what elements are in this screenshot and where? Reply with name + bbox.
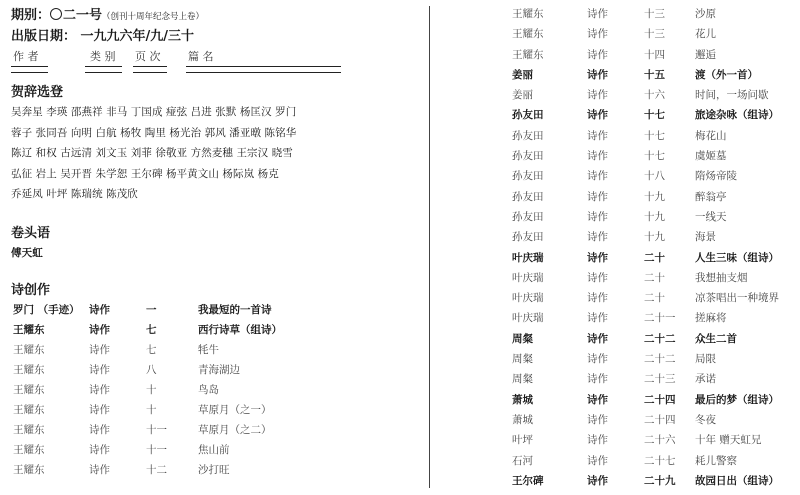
toc-category: 诗作	[587, 353, 608, 366]
toc-row	[500, 308, 796, 328]
greetings-names	[11, 102, 416, 205]
toc-category: 诗作	[587, 332, 608, 345]
column-headers	[11, 48, 416, 62]
toc-title: 青海湖边	[198, 363, 240, 376]
toc-page: 十四	[644, 48, 665, 61]
toc-title: 邂逅	[695, 48, 716, 61]
header-rules	[11, 62, 416, 74]
toc-author: 王耀东	[13, 363, 45, 376]
toc-title: 承诺	[695, 373, 716, 386]
toc-author: 王耀东	[512, 8, 544, 20]
greetings-line: 吴奔星 李瑛 邵燕祥 非马 丁国成 痖弦 吕进 张默 杨匡汉 罗门	[11, 106, 297, 118]
toc-page: 二十七	[644, 454, 676, 467]
toc-page: 十	[146, 383, 157, 396]
toc-title: 搓麻将	[695, 312, 727, 325]
toc-row	[11, 440, 416, 460]
toc-page: 二十二	[644, 332, 676, 345]
col-page: 页 次	[135, 50, 161, 63]
toc-page: 十二	[146, 464, 167, 477]
toc-author: 王耀东	[13, 383, 45, 396]
toc-author: 叶庆瑞	[512, 312, 544, 325]
toc-row	[11, 460, 416, 480]
toc-author: 罗门 （手迹）	[13, 303, 80, 316]
section-preface-title: 卷头语	[11, 225, 51, 241]
toc-author: 王耀东	[512, 48, 544, 61]
toc-page: 二十一	[644, 312, 676, 325]
toc-author: 孙友田	[512, 150, 544, 163]
toc-category: 诗作	[587, 251, 608, 264]
toc-category: 诗作	[89, 464, 110, 477]
toc-category: 诗作	[587, 150, 608, 163]
toc-row	[500, 85, 796, 105]
toc-page: 二十	[644, 292, 665, 305]
toc-author: 石河	[512, 454, 533, 467]
toc-category: 诗作	[587, 271, 608, 284]
toc-row	[500, 187, 796, 207]
toc-title: 众生二首	[695, 332, 737, 345]
toc-row	[500, 390, 796, 410]
toc-row	[500, 227, 796, 247]
toc-author: 周粲	[512, 332, 533, 345]
toc-row	[500, 430, 796, 450]
toc-page: 二十九	[644, 474, 676, 487]
toc-page: 十三	[644, 28, 665, 41]
rule-page	[133, 66, 167, 73]
col-title: 篇 名	[188, 50, 214, 63]
toc-page: 十五	[644, 68, 665, 81]
toc-author: 王耀东	[13, 323, 45, 336]
toc-author: 王耀东	[13, 404, 45, 417]
toc-row	[500, 146, 796, 166]
toc-author: 叶庆瑞	[512, 271, 544, 284]
toc-title: 醉翁亭	[695, 190, 727, 203]
toc-page: 十七	[644, 129, 665, 142]
toc-author: 孙友田	[512, 231, 544, 244]
toc-author: 孙友田	[512, 109, 544, 122]
right-column	[500, 4, 796, 492]
toc-category: 诗作	[587, 231, 608, 244]
left-toc-table	[11, 300, 416, 481]
toc-row	[500, 288, 796, 308]
toc-row	[11, 360, 416, 380]
toc-page: 二十	[644, 271, 665, 284]
toc-row	[500, 207, 796, 227]
toc-page: 十三	[644, 8, 665, 20]
section-greetings-title: 贺辞选登	[11, 85, 64, 100]
toc-page: 一	[146, 303, 157, 316]
toc-title: 焦山前	[198, 444, 230, 457]
toc-row	[11, 300, 416, 320]
toc-row	[500, 166, 796, 186]
toc-title: 虞姬墓	[695, 150, 727, 163]
toc-title: 最后的梦（组诗）	[695, 393, 779, 406]
toc-author: 王尔碑	[512, 474, 544, 487]
toc-row	[500, 24, 796, 44]
toc-title: 牦牛	[198, 343, 219, 356]
toc-title: 沙打旺	[198, 464, 230, 477]
toc-category: 诗作	[587, 170, 608, 183]
toc-title: 草原月（之二）	[198, 424, 272, 437]
toc-author: 萧城	[512, 393, 533, 406]
toc-row	[11, 420, 416, 440]
toc-title: 旅途杂咏（组诗）	[695, 109, 779, 122]
toc-author: 叶庆瑞	[512, 251, 544, 264]
toc-title: 花儿	[695, 28, 716, 41]
toc-category: 诗作	[587, 129, 608, 142]
toc-category: 诗作	[587, 454, 608, 467]
toc-author: 王耀东	[13, 424, 45, 437]
toc-title: 我最短的一首诗	[198, 303, 272, 316]
toc-page: 二十二	[644, 353, 676, 366]
rule-category	[85, 66, 122, 73]
toc-category: 诗作	[587, 393, 608, 406]
col-author: 作 者	[13, 50, 39, 63]
toc-category: 诗作	[587, 190, 608, 203]
toc-title: 冬夜	[695, 413, 716, 426]
right-toc-table	[500, 4, 796, 491]
toc-title: 凉茶唱出一种境界	[695, 292, 779, 305]
column-divider	[429, 6, 430, 488]
toc-row	[500, 248, 796, 268]
toc-row	[500, 4, 796, 24]
toc-row	[500, 45, 796, 65]
circle-icon	[50, 8, 62, 20]
toc-category: 诗作	[89, 383, 110, 396]
toc-page: 二十三	[644, 373, 676, 386]
toc-author: 孙友田	[512, 190, 544, 203]
toc-row	[500, 349, 796, 369]
greetings-line: 蓉子 张同吾 向明 白航 杨牧 陶里 杨光治 郭风 潘亚暾 陈铭华	[11, 126, 297, 139]
toc-page: 十一	[146, 444, 167, 457]
toc-category: 诗作	[587, 48, 608, 61]
col-category: 类 别	[90, 50, 116, 63]
toc-category: 诗作	[587, 292, 608, 305]
toc-category: 诗作	[89, 444, 110, 457]
toc-page: 十	[146, 404, 157, 417]
toc-category: 诗作	[89, 343, 110, 356]
toc-row	[500, 268, 796, 288]
toc-category: 诗作	[587, 109, 608, 122]
toc-page: 二十四	[644, 413, 676, 426]
preface-author: 傅天虹	[11, 246, 43, 259]
issue-number: 二一号	[63, 8, 103, 23]
toc-row	[500, 451, 796, 471]
toc-author: 姜丽	[512, 89, 533, 102]
toc-category: 诗作	[587, 68, 608, 81]
toc-author: 叶庆瑞	[512, 292, 544, 305]
toc-author: 孙友田	[512, 170, 544, 183]
section-poetry-title: 诗创作	[11, 282, 51, 298]
toc-page: 二十六	[644, 434, 676, 447]
toc-row	[500, 329, 796, 349]
date-label: 出版日期：	[11, 29, 77, 44]
toc-category: 诗作	[89, 424, 110, 437]
toc-title: 局限	[695, 353, 716, 366]
toc-page: 十七	[644, 109, 665, 122]
toc-title: 故园日出（组诗）	[695, 474, 779, 487]
toc-title: 渡（外一首）	[695, 68, 758, 81]
toc-page: 二十	[644, 251, 665, 264]
toc-author: 孙友田	[512, 210, 544, 223]
toc-page: 十九	[644, 190, 665, 203]
toc-author: 周粲	[512, 353, 533, 366]
issue-label: 期别：	[11, 8, 51, 23]
toc-category: 诗作	[89, 323, 110, 336]
toc-page: 十九	[644, 231, 665, 244]
left-column	[11, 6, 416, 491]
toc-page: 七	[146, 323, 157, 336]
toc-row	[11, 400, 416, 420]
date-value: 一九九六年/九/三十	[80, 29, 195, 44]
toc-page: 七	[146, 343, 157, 356]
toc-row	[500, 126, 796, 146]
toc-row	[11, 320, 416, 340]
toc-title: 人生三味（组诗）	[695, 251, 779, 264]
toc-row	[500, 105, 796, 125]
toc-category: 诗作	[587, 28, 608, 41]
toc-author: 萧城	[512, 413, 533, 426]
toc-category: 诗作	[89, 363, 110, 376]
toc-author: 王耀东	[13, 444, 45, 457]
toc-author: 王耀东	[13, 343, 45, 356]
greetings-line: 陈辽 和权 古远清 刘文玉 刘菲 徐敬亚 方然麦穗 王宗汉 晓雪	[11, 147, 293, 160]
toc-author: 叶坪	[512, 434, 533, 447]
toc-row	[500, 369, 796, 389]
toc-category: 诗作	[587, 413, 608, 426]
toc-title: 时间，一场问歇	[695, 89, 769, 102]
date-line	[11, 27, 416, 47]
toc-author: 姜丽	[512, 68, 533, 81]
toc-page: 十七	[644, 150, 665, 163]
toc-page: 十九	[644, 210, 665, 223]
toc-author: 孙友田	[512, 129, 544, 142]
toc-title: 草原月（之一）	[198, 404, 272, 417]
rule-author	[11, 66, 48, 73]
toc-page: 十六	[644, 89, 665, 102]
issue-line	[11, 6, 416, 27]
toc-author: 周粲	[512, 373, 533, 386]
toc-author: 王耀东	[512, 28, 544, 41]
toc-title: 一线天	[695, 210, 727, 223]
toc-row	[11, 380, 416, 400]
toc-title: 隋炀帝陵	[695, 170, 737, 183]
issue-note: （创刊十周年纪念号上卷）	[102, 12, 205, 22]
toc-author: 王耀东	[13, 464, 45, 477]
toc-title: 十年 赠天虹兄	[695, 434, 762, 447]
toc-category: 诗作	[587, 434, 608, 447]
toc-title: 海景	[695, 231, 716, 244]
toc-row	[500, 471, 796, 491]
toc-title: 鸟岛	[198, 383, 219, 396]
toc-category: 诗作	[587, 373, 608, 386]
toc-row	[500, 65, 796, 85]
toc-category: 诗作	[89, 404, 110, 417]
toc-row	[500, 410, 796, 430]
toc-title: 我想抽支烟	[695, 271, 748, 284]
toc-row	[11, 340, 416, 360]
toc-title: 耗儿警察	[695, 454, 737, 467]
toc-page: 二十四	[644, 393, 676, 406]
toc-category: 诗作	[587, 89, 608, 102]
rule-title	[186, 66, 341, 73]
toc-page: 八	[146, 363, 157, 376]
toc-page: 十八	[644, 170, 665, 183]
toc-title: 西行诗草（组诗）	[198, 323, 282, 336]
toc-category: 诗作	[587, 8, 608, 20]
toc-category: 诗作	[587, 312, 608, 325]
toc-category: 诗作	[89, 303, 110, 316]
toc-title: 梅花山	[695, 129, 727, 142]
greetings-line: 乔延凤 叶坪 陈瑞统 陈茂欣	[11, 188, 138, 201]
toc-category: 诗作	[587, 210, 608, 223]
toc-category: 诗作	[587, 474, 608, 487]
toc-title: 沙原	[695, 8, 716, 20]
greetings-line: 弘征 岩上 吴开晋 朱学恕 王尔碑 杨平黄文山 杨际岚 杨克	[11, 167, 279, 180]
toc-page: 十一	[146, 424, 167, 437]
